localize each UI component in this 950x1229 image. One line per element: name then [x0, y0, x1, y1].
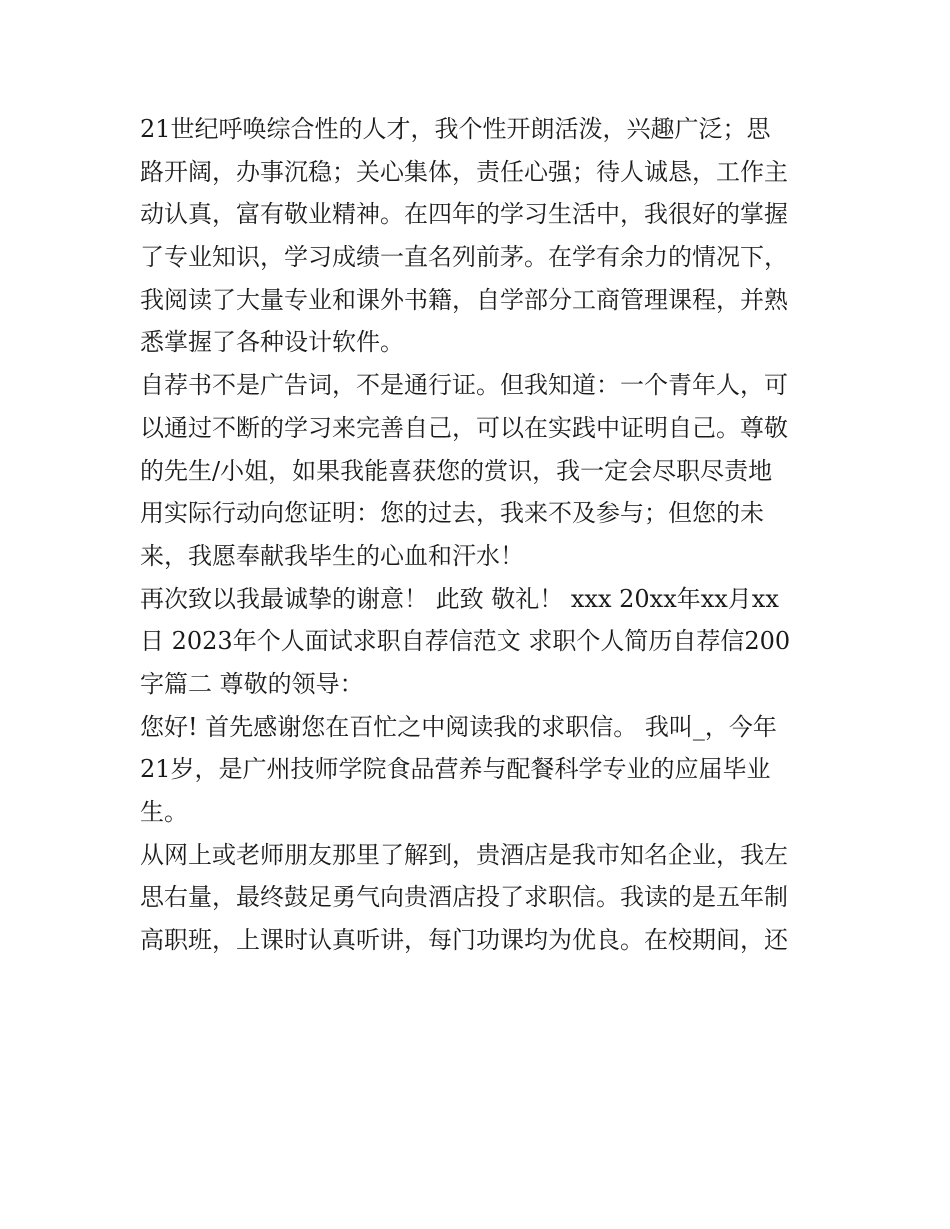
text-line: 悉掌握了各种设计软件。 — [140, 328, 404, 357]
text-line: 日 2023年个人面试求职自荐信范文 求职个人简历自荐信200 — [140, 627, 791, 656]
text-line: 的先生/小姐，如果我能喜获您的赏识，我一定会尽职尽责地 — [140, 456, 773, 485]
paragraph-self-recommendation — [140, 364, 820, 577]
text-line: 21世纪呼唤综合性的人才，我个性开朗活泼，兴趣广泛；思 — [140, 115, 771, 143]
text-line: 思右量，最终鼓足勇气向贵酒店投了求职信。我读的是五年制 — [140, 883, 788, 912]
paragraph-greeting — [140, 706, 820, 834]
text-line: 高职班，上课时认真听讲，每门功课均为优良。在校期间，还 — [140, 926, 788, 955]
text-line: 您好! 首先感谢您在百忙之中阅读我的求职信。 我叫_，今年 — [140, 712, 777, 741]
text-line: 21岁，是广州技师学院食品营养与配餐科学专业的应届毕业 — [140, 755, 771, 784]
paragraph-talent-intro — [140, 108, 820, 364]
text-line: 来，我愿奉献我毕生的心血和汗水！ — [140, 541, 524, 570]
paragraph-motivation — [140, 834, 820, 962]
text-line: 用实际行动向您证明：您的过去，我来不及参与；但您的未 — [140, 499, 764, 528]
paragraph-closing-and-title — [140, 578, 820, 706]
text-line: 再次致以我最诚挚的谢意！ 此致 敬礼！ xxx 20xx年xx月xx — [140, 584, 779, 613]
text-line: 生。 — [140, 798, 188, 826]
text-line: 字篇二 尊敬的领导： — [140, 669, 364, 698]
text-line: 我阅读了大量专业和课外书籍，自学部分工商管理课程，并熟 — [140, 285, 788, 314]
text-line: 以通过不断的学习来完善自己，可以在实践中证明自己。尊敬 — [140, 413, 788, 442]
text-line: 从网上或老师朋友那里了解到，贵酒店是我市知名企业，我左 — [140, 840, 788, 869]
text-line: 自荐书不是广告词，不是通行证。但我知道：一个青年人，可 — [140, 371, 788, 400]
text-line: 路开阔，办事沉稳；关心集体，责任心强；待人诚恳，工作主 — [140, 157, 788, 186]
text-line: 了专业知识，学习成绩一直名列前茅。在学有余力的情况下， — [140, 243, 788, 272]
document-body — [140, 108, 820, 962]
text-line: 动认真，富有敬业精神。在四年的学习生活中，我很好的掌握 — [140, 200, 788, 229]
